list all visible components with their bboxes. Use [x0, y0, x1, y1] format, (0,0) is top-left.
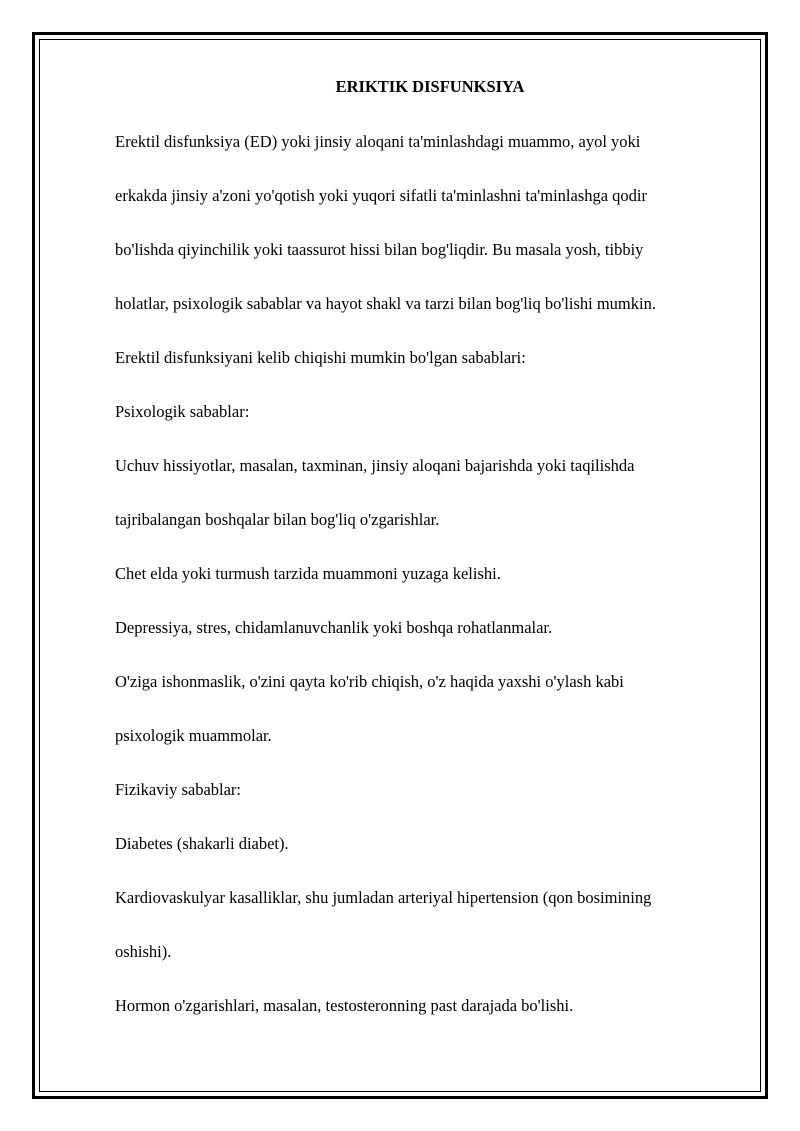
list-item: tajribalangan boshqalar bilan bog'liq o'zgarishlar.: [115, 510, 440, 529]
list-item: Diabetes (shakarli diabet).: [115, 834, 289, 853]
list-item: oshishi).: [115, 942, 172, 961]
list-item: O'ziga ishonmaslik, o'zini qayta ko'rib chiqish, o'z haqida yaxshi o'ylash kabi: [115, 672, 624, 691]
list-item: Kardiovaskulyar kasalliklar, shu jumladan arteriyal hipertension (qon bosimining: [115, 888, 652, 907]
paragraph-line: bo'lishda qiyinchilik yoki taassurot hissi bilan bog'liqdir. Bu masala yosh, tibbiy: [115, 240, 644, 259]
list-item: Depressiya, stres, chidamlanuvchanlik yoki boshqa rohatlanmalar.: [115, 618, 553, 637]
list-item: Hormon o'zgarishlari, masalan, testosteronning past darajada bo'lishi.: [115, 996, 574, 1015]
section-heading: Psixologik sabablar:: [115, 402, 250, 421]
section-intro: Erektil disfunksiyani kelib chiqishi mumkin bo'lgan sabablari:: [115, 348, 526, 367]
paragraph-line: erkakda jinsiy a'zoni yo'qotish yoki yuqori sifatli ta'minlashni ta'minlashga qodir: [115, 186, 648, 205]
list-item: Chet elda yoki turmush tarzida muammoni yuzaga kelishi.: [115, 564, 501, 583]
section-heading: Fizikaviy sabablar:: [115, 780, 242, 799]
list-item: Uchuv hissiyotlar, masalan, taxminan, jinsiy aloqani bajarishda yoki taqilishda: [115, 456, 635, 475]
paragraph-line: holatlar, psixologik sabablar va hayot shakl va tarzi bilan bog'liq bo'lishi mumkin.: [115, 294, 656, 313]
paragraph-line: Erektil disfunksiya (ED) yoki jinsiy aloqani ta'minlashdagi muammo, ayol yoki: [115, 132, 641, 151]
document-title: ERIKTIK DISFUNKSIYA: [335, 77, 525, 96]
list-item: psixologik muammolar.: [115, 726, 272, 745]
